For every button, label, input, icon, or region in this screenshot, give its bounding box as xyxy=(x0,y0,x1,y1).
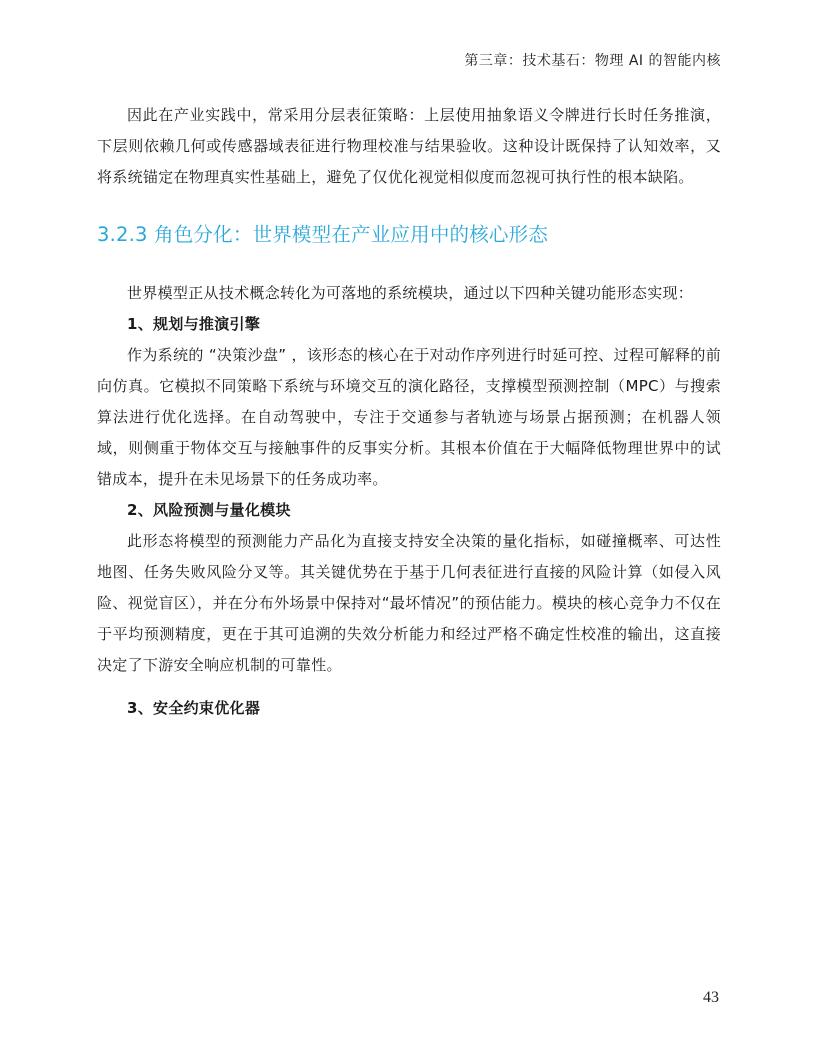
intro-paragraph: 因此在产业实践中，常采用分层表征策略：上层使用抽象语义令牌进行长时任务推演，下层则依赖几何或传感器域表征进行物理校准与结果验收。这种设计既保持了认知效率，又将系统锚定在物理真实性基础上，避免了仅优化视觉相似度而忽视可执行性的根本缺陷。 xyxy=(97,106,721,186)
item-heading-risk: 2、风险预测与量化模块 xyxy=(127,501,291,519)
item-heading-safety: 3、安全约束优化器 xyxy=(127,699,261,717)
spacer xyxy=(97,681,721,693)
item-heading-planning: 1、规划与推演引擎 xyxy=(127,315,261,333)
running-header: 第三章：技术基石：物理 AI 的智能内核 xyxy=(464,53,721,69)
section-intro-paragraph: 世界模型正从技术概念转化为可落地的系统模块，通过以下四种关键功能形态实现： xyxy=(127,284,694,302)
section-heading: 3.2.3 角色分化：世界模型在产业应用中的核心形态 xyxy=(97,223,549,246)
page-number: 43 xyxy=(703,989,719,1006)
item-text-risk: 此形态将模型的预测能力产品化为直接支持安全决策的量化指标，如碰撞概率、可达性地图、任务失败风险分叉等。其关键优势在于基于几何表征进行直接的风险计算（如侵入风险、视觉盲区），并在分布外场景中保持对“最坏情况”的预估能力。模块的核心竞争力不仅在于平均预测精度，更在于其可追溯的失效分析能力和经过严格不确定性校准的输出，这直接决定了下游安全响应机制的可靠性。 xyxy=(97,532,721,674)
item-text-planning: 作为系统的 “决策沙盘” ，该形态的核心在于对动作序列进行时延可控、过程可解释的前向仿真。它模拟不同策略下系统与环境交互的演化路径，支撑模型预测控制（MPC）与搜索算法进行优化选择。在自动驾驶中，专注于交通参与者轨迹与场景占据预测；在机器人领域，则侧重于物体交互与接触事件的反事实分析。其根本价值在于大幅降低物理世界中的试错成本，提升在未见场景下的任务成功率。 xyxy=(97,346,721,488)
page-content xyxy=(97,100,721,724)
